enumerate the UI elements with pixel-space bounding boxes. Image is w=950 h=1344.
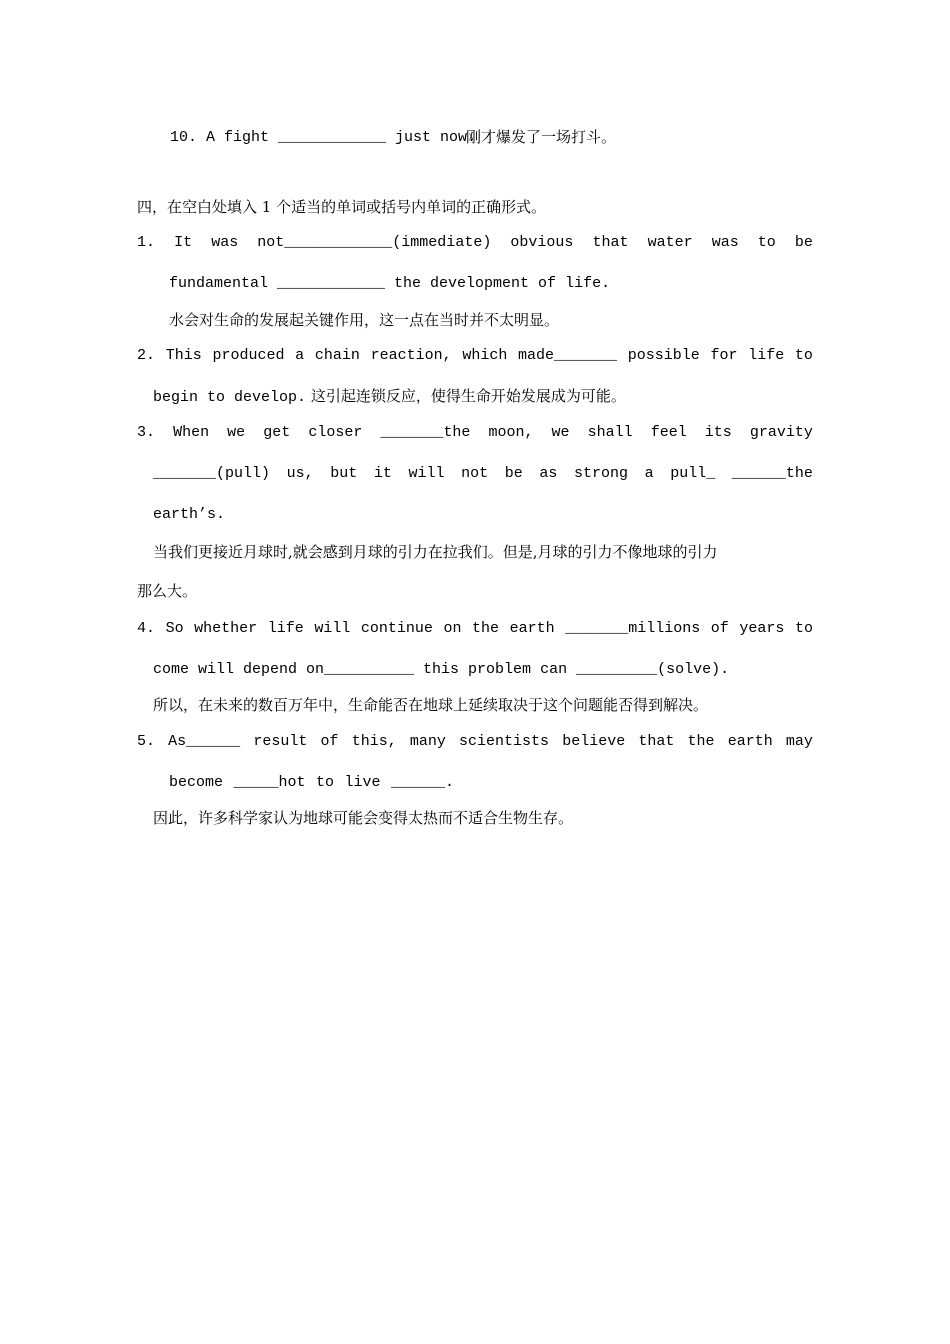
word: ______. [390, 774, 454, 791]
word: As______ [168, 733, 241, 750]
word: but [330, 465, 358, 482]
word: not [461, 465, 489, 482]
word: the [472, 620, 500, 637]
word: closer [308, 424, 363, 441]
item-3-line-2 [153, 464, 813, 484]
word: whether [194, 620, 258, 637]
word: that [592, 234, 629, 251]
word: 1. [137, 234, 156, 251]
item-2-english-tail: begin to develop. [153, 389, 307, 406]
word: not____________(immediate) [257, 234, 492, 251]
word: a [295, 347, 305, 364]
item-3-chinese-line-2: 那么大。 [137, 582, 198, 600]
word: So [165, 620, 184, 637]
word: produced [212, 347, 285, 364]
item-2-line-1 [137, 346, 813, 366]
word: to [315, 774, 334, 791]
item-2-line-2 [153, 386, 626, 408]
word: life [748, 347, 785, 364]
item-10-english: 10. A fight ____________ just now. [170, 129, 477, 146]
word: _______(pull) [153, 465, 271, 482]
word: to [794, 347, 813, 364]
item-2-chinese: 这引起连锁反应，使得生命开始发展成为可能。 [310, 387, 626, 405]
word: earth [727, 733, 773, 750]
word: for [710, 347, 738, 364]
word: which [462, 347, 508, 364]
word: scientists [459, 733, 550, 750]
word: to [794, 620, 813, 637]
word: we [227, 424, 246, 441]
word: possible [627, 347, 700, 364]
word: the [687, 733, 715, 750]
word: life [267, 620, 304, 637]
item-4-line-2: come will depend on__________ this problem can _________(solve). [153, 661, 730, 678]
word: will [314, 620, 351, 637]
word: pull_ [670, 465, 716, 482]
word: obvious [510, 234, 574, 251]
word: _____hot [233, 774, 306, 791]
word: its [704, 424, 732, 441]
word: shall [587, 424, 633, 441]
word: we [551, 424, 570, 441]
word: be [794, 234, 813, 251]
item-1-chinese: 水会对生命的发展起关键作用，这一点在当时并不太明显。 [169, 311, 560, 329]
word: water [647, 234, 693, 251]
word: will [408, 465, 445, 482]
word: ______the [731, 465, 813, 482]
word: feel [650, 424, 687, 441]
word: When [173, 424, 210, 441]
word: continue [360, 620, 433, 637]
word: result [253, 733, 308, 750]
word: earth [509, 620, 555, 637]
word: to [757, 234, 776, 251]
item-1-line-2: fundamental ____________ the development of life. [169, 275, 611, 292]
word: may [785, 733, 813, 750]
section-title: 四，在空白处填入 1 个适当的单词或括号内单词的正确形式。 [137, 198, 547, 216]
word: was [211, 234, 239, 251]
word: strong [574, 465, 629, 482]
item-3-line-1 [137, 423, 813, 443]
item-5-line-2 [169, 773, 454, 793]
word: believe [562, 733, 626, 750]
word: of [320, 733, 339, 750]
word: chain [314, 347, 360, 364]
word: 5. [137, 733, 156, 750]
word: a [644, 465, 654, 482]
word: on [443, 620, 462, 637]
word: This [165, 347, 202, 364]
word: years [739, 620, 785, 637]
item-10-chinese: 刚才爆发了一场打斗。 [466, 128, 617, 146]
item-5-line-1 [137, 732, 813, 752]
word: that [638, 733, 675, 750]
item-4-line-1 [137, 619, 813, 639]
word: 3. [137, 424, 156, 441]
word: many [409, 733, 446, 750]
word: It [174, 234, 193, 251]
word: become [169, 774, 224, 791]
word: reaction, [370, 347, 452, 364]
word: 4. [137, 620, 156, 637]
word: moon, [488, 424, 534, 441]
word: us, [286, 465, 314, 482]
word: it [373, 465, 392, 482]
item-3-line-3: earth’s. [153, 506, 226, 523]
word: 2. [137, 347, 156, 364]
word: this, [351, 733, 397, 750]
word: was [711, 234, 739, 251]
word: _______millions [565, 620, 701, 637]
word: as [539, 465, 558, 482]
word: _______the [380, 424, 471, 441]
word: get [263, 424, 291, 441]
word: gravity [749, 424, 813, 441]
word: be [504, 465, 523, 482]
word: of [710, 620, 729, 637]
word: made_______ [518, 347, 618, 364]
item-1-line-1 [137, 233, 813, 253]
item-4-chinese: 所以，在未来的数百万年中，生命能否在地球上延续取决于这个问题能否得到解决。 [153, 696, 709, 714]
item-5-chinese: 因此，许多科学家认为地球可能会变得太热而不适合生物生存。 [153, 809, 574, 827]
word: live [344, 774, 381, 791]
item-3-chinese-line-1: 当我们更接近月球时,就会感到月球的引力在拉我们。但是,月球的引力不像地球的引力 [153, 543, 718, 561]
